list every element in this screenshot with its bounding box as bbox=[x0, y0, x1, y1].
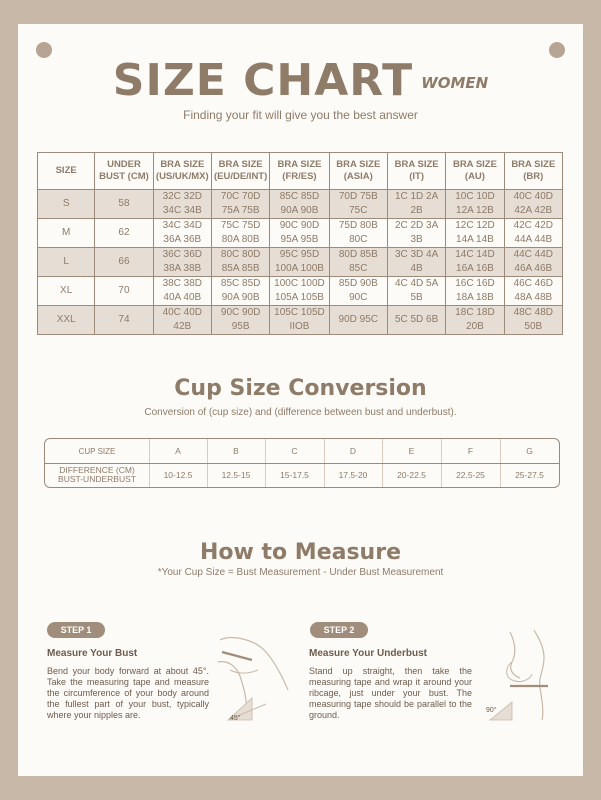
measure-formula: *Your Cup Size = Bust Measurement - Under Bust Measurement bbox=[157, 567, 444, 578]
cup-size-cell: E bbox=[408, 445, 415, 456]
table-cell: 85D 90B 90C bbox=[329, 277, 387, 306]
table-cell: 85C 85D 90A 90B bbox=[211, 277, 269, 306]
table-cell: 70D 75B 75C bbox=[329, 190, 387, 219]
header-cell: BRA SIZE (FR/ES) bbox=[270, 153, 329, 190]
table-cell: 34C 34D 36A 36B bbox=[153, 219, 211, 248]
header-cell: BRA SIZE (AU) bbox=[446, 153, 504, 190]
difference-label-line1: DIFFERENCE (CM) bbox=[59, 465, 135, 475]
difference-cell: 22.5-25 bbox=[456, 469, 485, 480]
table-cell: 18C 18D 20B bbox=[446, 306, 504, 335]
step2-angle: 90° bbox=[486, 707, 497, 714]
table-cell: 5C 5D 6B bbox=[387, 306, 445, 335]
cup-size-cell: B bbox=[233, 445, 239, 456]
difference-cell: 15-17.5 bbox=[280, 469, 309, 480]
table-cell: 74 bbox=[95, 306, 153, 335]
table-cell: 12C 12D 14A 14B bbox=[446, 219, 504, 248]
table-cell: 48C 48D 50B bbox=[504, 306, 562, 335]
step1-angle: 45° bbox=[230, 715, 241, 722]
table-cell: 70C 70D 75A 75B bbox=[211, 190, 269, 219]
cup-section-title: Cup Size Conversion bbox=[174, 376, 427, 401]
table-cell: 90D 95C bbox=[329, 306, 387, 335]
table-cell: 100C 100D 105A 105B bbox=[270, 277, 329, 306]
table-cell: 80C 80D 85A 85B bbox=[211, 248, 269, 277]
cup-size-cell: F bbox=[467, 445, 474, 456]
table-cell: 3C 3D 4A 4B bbox=[387, 248, 445, 277]
step2-badge: STEP 2 bbox=[310, 622, 368, 638]
table-row bbox=[38, 248, 563, 277]
cup-size-row bbox=[45, 439, 559, 464]
table-cell: 16C 16D 18A 18B bbox=[446, 277, 504, 306]
table-cell: 42C 42D 44A 44B bbox=[504, 219, 562, 248]
table-cell: 95C 95D 100A 100B bbox=[270, 248, 329, 277]
measure-section-title: How to Measure bbox=[200, 540, 401, 565]
size-table-header bbox=[38, 153, 563, 190]
header-cell: BRA SIZE (EU/DE/INT) bbox=[211, 153, 269, 190]
table-cell: 10C 10D 12A 12B bbox=[446, 190, 504, 219]
table-cell: 105C 105D IIOB bbox=[270, 306, 329, 335]
table-row bbox=[38, 219, 563, 248]
difference-cell: 20-22.5 bbox=[397, 469, 426, 480]
table-row bbox=[38, 190, 563, 219]
table-cell: 75C 75D 80A 80B bbox=[211, 219, 269, 248]
table-cell: M bbox=[38, 219, 95, 248]
table-cell: 90C 90D 95A 95B bbox=[270, 219, 329, 248]
table-cell: S bbox=[38, 190, 95, 219]
page-subtitle: Finding your fit will give you the best answer bbox=[183, 108, 418, 122]
cup-size-cell: G bbox=[526, 445, 533, 456]
difference-cell: 10-12.5 bbox=[163, 469, 193, 480]
header-cell: UNDER BUST (CM) bbox=[95, 153, 153, 190]
cup-size-cell: A bbox=[175, 445, 181, 456]
step1-badge: STEP 1 bbox=[47, 622, 105, 638]
table-cell: 36C 36D 38A 38B bbox=[153, 248, 211, 277]
step1-title: Measure Your Bust bbox=[47, 648, 138, 659]
bend-forward-figure-icon bbox=[208, 628, 298, 723]
cup-size-cell: D bbox=[349, 445, 357, 456]
step1-text: Bend your body forward at about 45°. Take the measuring tape and measure the circumference of your body around the fullest part of your bust, typically where your nipples are. bbox=[47, 666, 209, 720]
header-cell: BRA SIZE (IT) bbox=[387, 153, 445, 190]
header-cell: BRA SIZE (ASIA) bbox=[329, 153, 387, 190]
table-cell: 66 bbox=[95, 248, 153, 277]
difference-cell: 25-27.5 bbox=[515, 469, 544, 480]
table-cell: 70 bbox=[95, 277, 153, 306]
table-row bbox=[38, 306, 563, 335]
cup-section-subtitle: Conversion of (cup size) and (difference between bust and underbust). bbox=[144, 407, 457, 418]
table-cell: 62 bbox=[95, 219, 153, 248]
table-cell: 58 bbox=[95, 190, 153, 219]
difference-label-line2: BUST-UNDERBUST bbox=[58, 474, 136, 484]
table-cell: 44C 44D 46A 46B bbox=[504, 248, 562, 277]
page-title bbox=[0, 55, 601, 106]
difference-cell: 12.5-15 bbox=[221, 469, 251, 480]
size-table bbox=[37, 152, 563, 335]
table-cell: 2C 2D 3A 3B bbox=[387, 219, 445, 248]
table-cell: 14C 14D 16A 16B bbox=[446, 248, 504, 277]
header-cell: BRA SIZE (US/UK/MX) bbox=[153, 153, 211, 190]
table-cell: 46C 46D 48A 48B bbox=[504, 277, 562, 306]
step2-text: Stand up straight, then take the measuring tape and wrap it around your ribcage, just under your bust. The measuring tape should be parallel to the ground. bbox=[309, 666, 472, 720]
table-cell: 38C 38D 40A 40B bbox=[153, 277, 211, 306]
table-cell: 1C 1D 2A 2B bbox=[387, 190, 445, 219]
header-cell: BRA SIZE (BR) bbox=[504, 153, 562, 190]
title-text: SIZE CHART bbox=[112, 55, 414, 106]
step2-title: Measure Your Underbust bbox=[309, 648, 427, 659]
table-cell: 4C 4D 5A 5B bbox=[387, 277, 445, 306]
cup-conversion-table bbox=[44, 438, 560, 488]
table-row bbox=[38, 277, 563, 306]
table-cell: L bbox=[38, 248, 95, 277]
table-cell: 85C 85D 90A 90B bbox=[270, 190, 329, 219]
table-cell: 40C 40D 42B bbox=[153, 306, 211, 335]
difference-cell: 17.5-20 bbox=[338, 469, 368, 480]
table-cell: XXL bbox=[38, 306, 95, 335]
table-cell: 40C 40D 42A 42B bbox=[504, 190, 562, 219]
table-cell: XL bbox=[38, 277, 95, 306]
header-cell: SIZE bbox=[38, 153, 95, 190]
difference-row bbox=[45, 463, 559, 487]
table-cell: 80D 85B 85C bbox=[329, 248, 387, 277]
table-cell: 75D 80B 80C bbox=[329, 219, 387, 248]
title-badge: WOMEN bbox=[421, 74, 489, 92]
cup-size-cell: C bbox=[291, 445, 298, 456]
table-cell: 90C 90D 95B bbox=[211, 306, 269, 335]
cup-size-label: CUP SIZE bbox=[78, 446, 116, 456]
difference-label bbox=[45, 463, 149, 487]
table-cell: 32C 32D 34C 34B bbox=[153, 190, 211, 219]
